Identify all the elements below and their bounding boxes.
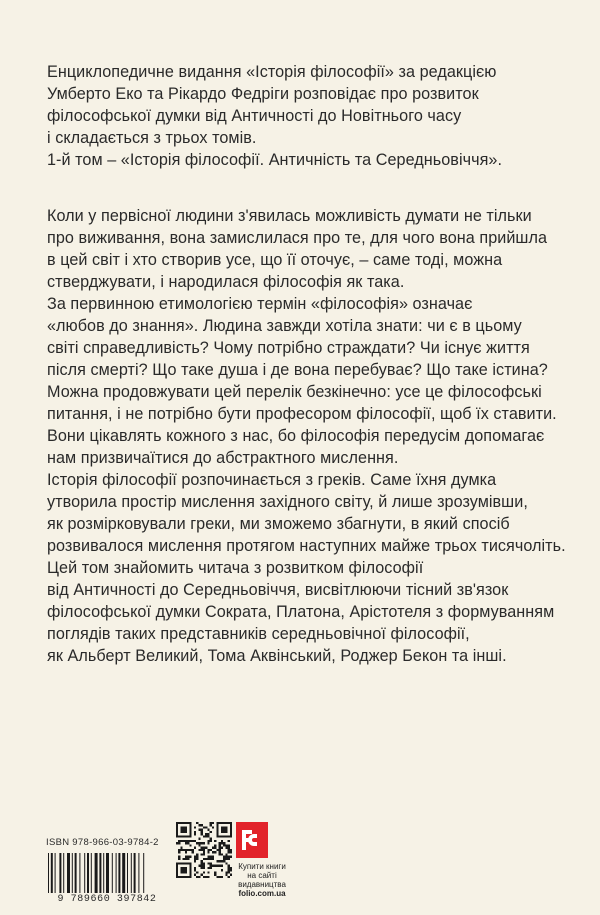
body-line: Вони цікавлять кожного з нас, бо філософія передусім допомагає xyxy=(47,427,545,445)
promo-line: на сайті xyxy=(247,871,277,880)
intro-line: і складається з трьох томів. xyxy=(47,129,257,147)
body-line: утворила простір мислення західного світу, й лише зрозумівши, xyxy=(47,493,528,511)
promo-line: Купити книги xyxy=(238,862,286,871)
body-line: питання, і не потрібно бути професором філософії, щоб їх ставити. xyxy=(47,405,557,423)
barcode-icon xyxy=(46,853,168,893)
body-line: як Альберт Великий, Тома Аквінський, Роджер Бекон та інші. xyxy=(47,647,507,665)
body-line: світі справедливість? Чому потрібно страждати? Чи існує життя xyxy=(47,339,530,357)
body-line: про виживання, вона замислилася про те, для чого вона прийшла xyxy=(47,229,548,247)
intro-line: Енциклопедичне видання «Історія філософії» за редакцією xyxy=(47,63,497,81)
publisher-promo xyxy=(232,862,292,898)
body-line: поглядів таких представників середньовічної філософії, xyxy=(47,625,470,643)
promo-line: видавництва xyxy=(238,880,286,889)
intro-line: філософської думки від Античності до Новітнього часу xyxy=(47,107,462,125)
body-line: філософської думки Сократа, Платона, Арістотеля з формуванням xyxy=(47,603,555,621)
intro-line: Умберто Еко та Рікардо Федріги розповідає про розвиток xyxy=(47,85,479,103)
intro-line: 1-й том – «Історія філософії. Античність та Середньовіччя». xyxy=(47,151,502,169)
body-line: Коли у первісної людини з'явилась можливість думати не тільки xyxy=(47,207,532,225)
body-line: Історія філософії розпочинається з греків. Саме їхня думка xyxy=(47,471,497,489)
body-line: «любов до знання». Людина завжди хотіла знати: чи є в цьому xyxy=(47,317,522,335)
body-line: Цей том знайомить читача з розвитком філософії xyxy=(47,559,424,577)
body-line: нам призвичаїтися до абстрактного мислення. xyxy=(47,449,399,467)
body-line: розвивалося мислення протягом наступних майже трьох тисячоліть. xyxy=(47,537,566,555)
qr-code-icon[interactable] xyxy=(176,822,232,878)
body-line: За первинною етимологією термін «філософія» означає xyxy=(47,295,473,313)
body-line: після смерті? Що таке душа і де вона перебуває? Що таке істина? xyxy=(47,361,548,379)
publisher-site-link[interactable]: folio.com.ua xyxy=(238,889,286,898)
body-line: стверджувати, і народилася філософія як така. xyxy=(47,273,405,291)
publisher-logo-icon xyxy=(236,822,268,858)
isbn-label: ISBN 978-966-03-9784-2 xyxy=(46,837,159,848)
body-line: Можна продовжувати цей перелік безкінечно: усе це філософські xyxy=(47,383,542,401)
body-line: в цей світ і хто створив усе, що її оточує, – саме тоді, можна xyxy=(47,251,503,269)
barcode-digits: 9 789660 397842 xyxy=(57,894,157,905)
body-line: як розмірковували греки, ми зможемо збагнути, в який спосіб xyxy=(47,515,510,533)
barcode xyxy=(46,853,168,903)
body-line: від Античності до Середньовіччя, висвітлюючи тісний зв'язок xyxy=(47,581,509,599)
